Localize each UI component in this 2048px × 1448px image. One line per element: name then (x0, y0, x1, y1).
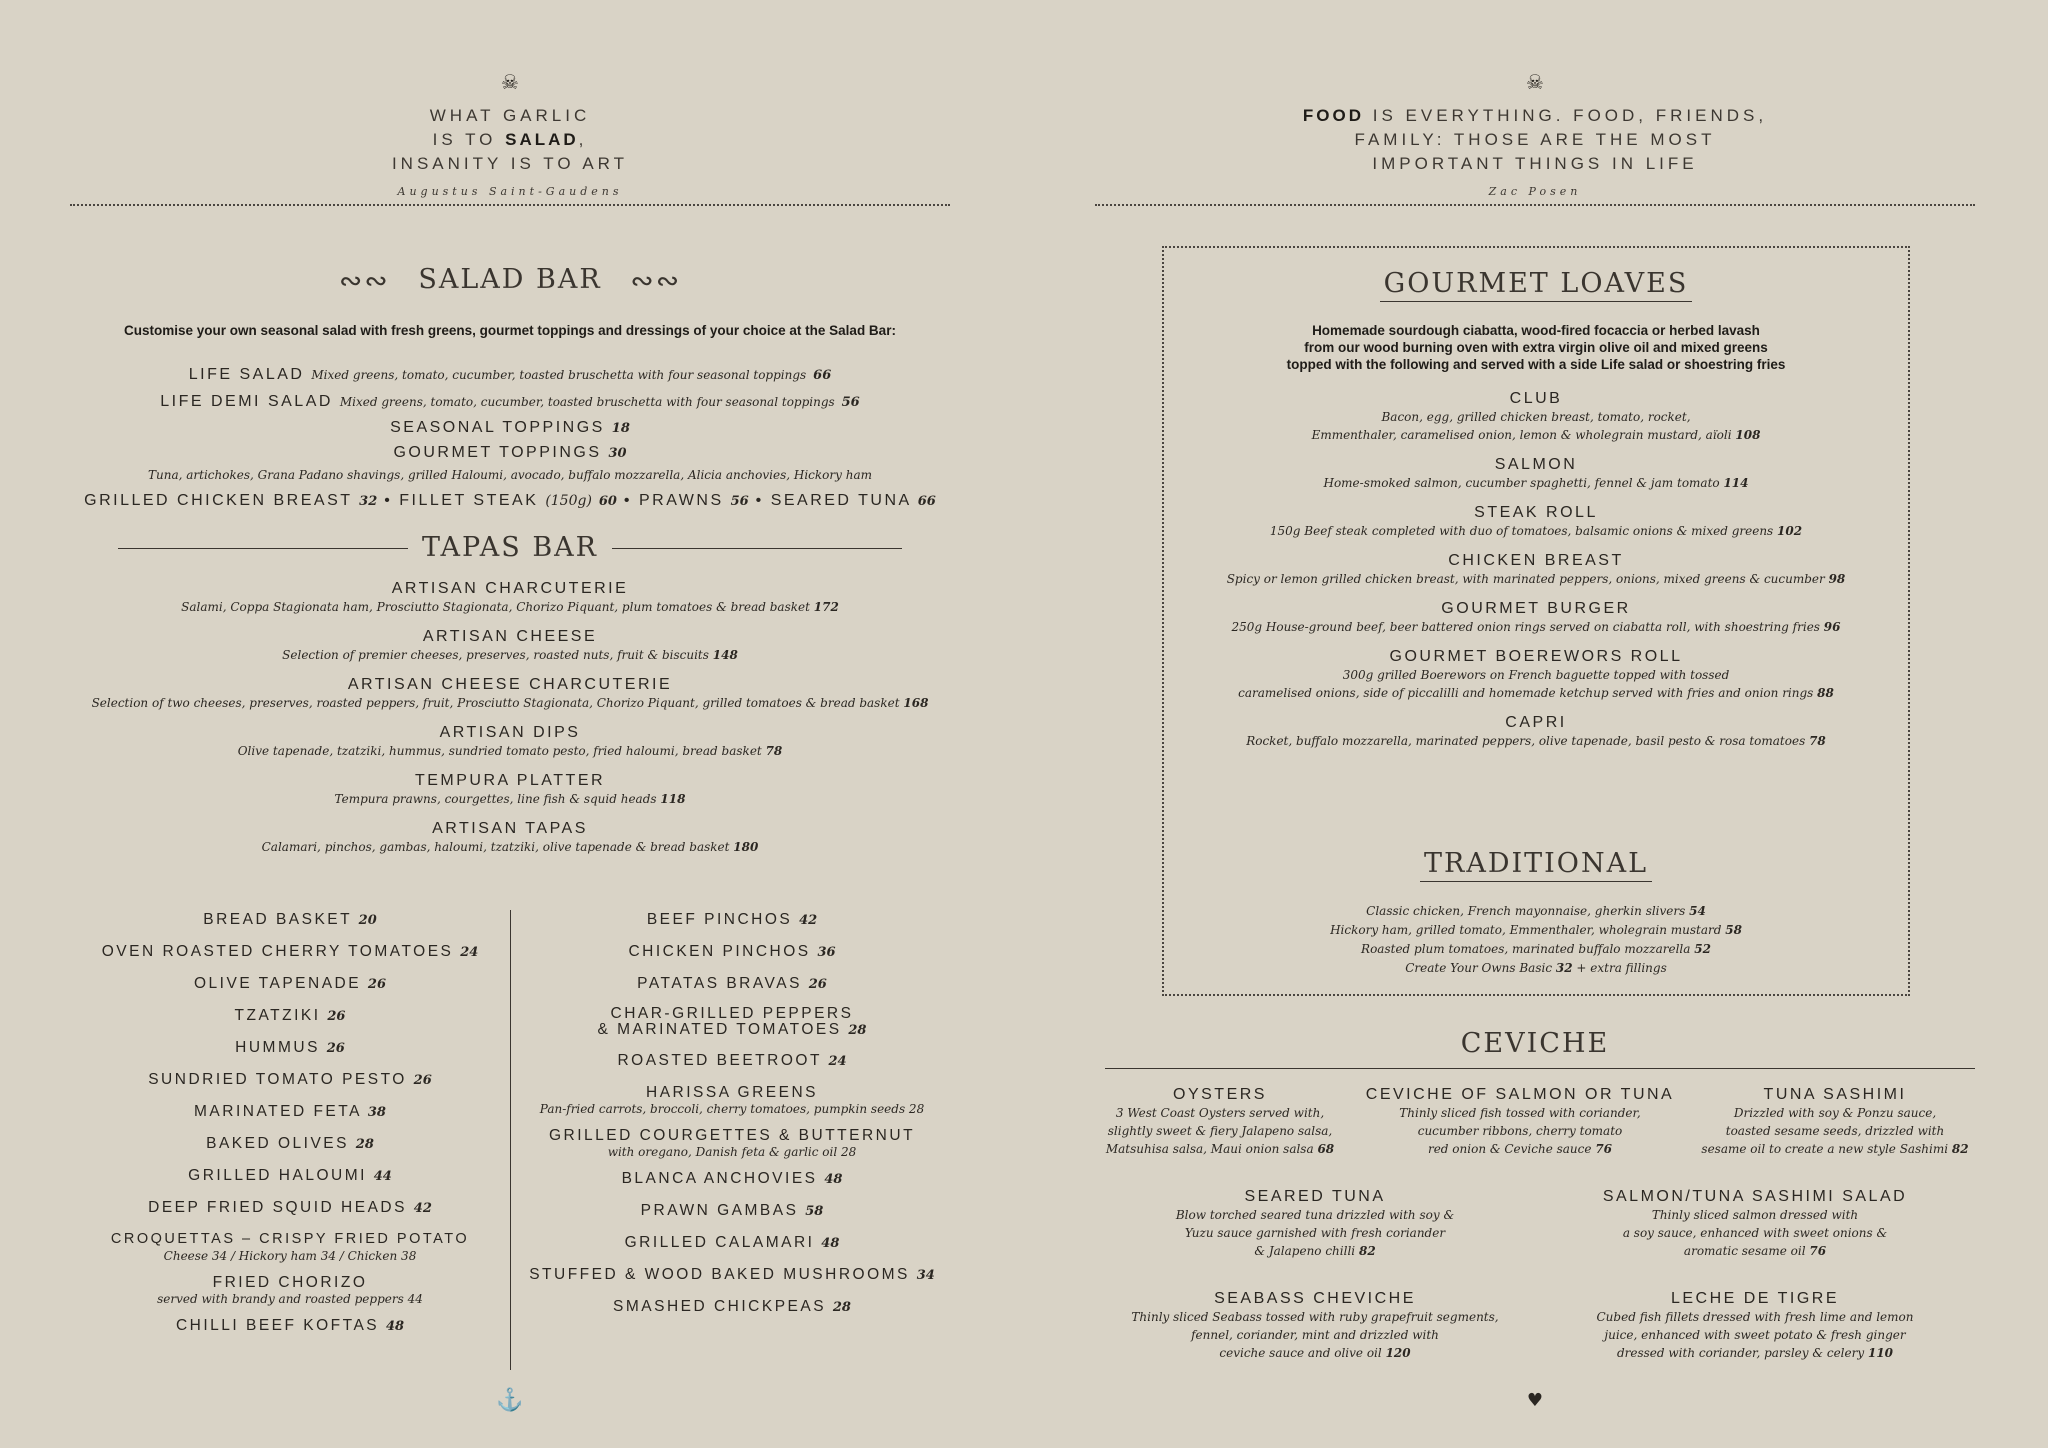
tapas-small-item: STUFFED & WOOD BAKED MUSHROOMS 34 (529, 1266, 935, 1283)
tapas-small-item: ROASTED BEETROOT 24 (617, 1052, 847, 1069)
tapas-small-item: MARINATED FETA 38 (194, 1103, 386, 1120)
loaves-list (1164, 390, 1908, 762)
tapas-bar-heading (118, 532, 902, 564)
tapas-small-item: PATATAS BRAVAS 26 (637, 975, 827, 992)
tapas-small-item: DEEP FRIED SQUID HEADS 42 (148, 1199, 432, 1216)
tapas-item: ARTISAN DIPS Olive tapenade, tzatziki, hummus, sundried tomato pesto, fried haloumi, bread basket 78 (237, 724, 783, 758)
traditional-heading (1164, 848, 1908, 882)
ceviche-item: SEABASS CHEVICHE Thinly sliced Seabass tossed with ruby grapefruit segments, fennel, coriander, mint and drizzled with ceviche sauce and olive oil 120 (1131, 1290, 1499, 1360)
tapas-small-item: CHAR-GRILLED PEPPERS & MARINATED TOMATOES 28 (597, 1005, 867, 1038)
traditional-item: Roasted plum tomatoes, marinated buffalo mozzarella 52 (1361, 942, 1711, 956)
tapas-small-item: FRIED CHORIZO served with brandy and roasted peppers 44 (157, 1274, 423, 1306)
salad-item: SEASONAL TOPPINGS 18 (390, 419, 630, 436)
gourmet-toppings-desc: Tuna, artichokes, Grana Padano shavings, grilled Haloumi, avocado, buffalo mozzarella, Alicia anchovies, Hickory ham (148, 468, 872, 482)
tapas-item: ARTISAN CHEESE CHARCUTERIE Selection of two cheeses, preserves, roasted peppers, fruit, Prosciutto Stagionata, Chorizo Piquant, grilled tomatoes & bread basket 168 (91, 676, 929, 710)
tapas-small-item: CHICKEN PINCHOS 36 (628, 943, 836, 960)
tapas-small-item: SUNDRIED TOMATO PESTO 26 (148, 1071, 432, 1088)
ceviche-item: OYSTERS 3 West Coast Oysters served with, slightly sweet & fiery Jalapeno salsa, Matsuhisa salsa, Maui onion salsa 68 (1105, 1086, 1335, 1156)
quote-line-1: FOOD IS EVERYTHING. FOOD, FRIENDS, (1302, 106, 1768, 125)
ceviche-row-3 (1095, 1290, 1975, 1362)
tapas-small-item: GRILLED CALAMARI 48 (624, 1234, 840, 1251)
quote-author: Zac Posen (1488, 185, 1582, 198)
traditional-item: Classic chicken, French mayonnaise, gherkin slivers 54 (1366, 904, 1706, 918)
quote-author: Augustus Saint-Gaudens (397, 185, 623, 198)
left-quote (70, 104, 950, 204)
divider-dotted (1095, 204, 1975, 206)
quote-line-2: IS TO SALAD, (432, 130, 588, 149)
tapas-small-item: CHILLI BEEF KOFTAS 48 (175, 1317, 405, 1334)
tapas-small-item: BAKED OLIVES 28 (206, 1135, 374, 1152)
rule-left (118, 548, 408, 549)
ceviche-item: LECHE DE TIGRE Cubed fish fillets dressed with fresh lime and lemon juice, enhanced with sweet potato & fresh ginger dressed with coriander, parsley & celery 110 (1596, 1290, 1914, 1360)
tapas-column-2 (512, 910, 952, 1317)
tapas-small-item: GRILLED HALOUMI 44 (188, 1167, 392, 1184)
traditional-item: Hickory ham, grilled tomato, Emmenthaler, wholegrain mustard 58 (1330, 923, 1742, 937)
tapas-item: ARTISAN TAPAS Calamari, pinchos, gambas, haloumi, tzatziki, olive tapenade & bread basket 180 (261, 820, 759, 854)
divider-dotted (70, 204, 950, 206)
salad-extras: GRILLED CHICKEN BREAST 32 • FILLET STEAK (150g) 60 • PRAWNS 56 • SEARED TUNA 66 (84, 492, 936, 509)
ceviche-item: SALMON/TUNA SASHIMI SALAD Thinly sliced salmon dressed with a soy sauce, enhanced with sweet onions & aromatic sesame oil 76 (1602, 1188, 1908, 1258)
tapas-small-item: OVEN ROASTED CHERRY TOMATOES 24 (101, 943, 479, 960)
quote-line-2: FAMILY: THOSE ARE THE MOST (1354, 130, 1716, 149)
swash-left-icon: ∾∾ (338, 264, 390, 297)
tapas-small-item: BREAD BASKET 20 (203, 911, 377, 928)
ceviche-rule (1105, 1068, 1975, 1069)
loaf-item: CAPRI Rocket, buffalo mozzarella, marinated peppers, olive tapenade, basil pesto & rosa tomatoes 78 (1246, 714, 1826, 748)
swash-right-icon: ∾∾ (630, 264, 682, 297)
salad-item: LIFE SALAD Mixed greens, tomato, cucumber, toasted bruschetta with four seasonal toppings 66 (188, 366, 832, 383)
tapas-small-item: BEEF PINCHOS 42 (646, 911, 818, 928)
column-divider (510, 910, 511, 1370)
quote-line-3: INSANITY IS TO ART (391, 154, 629, 173)
gourmet-loaves-intro: Homemade sourdough ciabatta, wood-fired focaccia or herbed lavash from our wood burning oven with extra virgin olive oil and mixed greens topped with the following and served with a side Life salad or shoestring fries (1286, 323, 1786, 372)
loaf-item: GOURMET BOEREWORS ROLL 300g grilled Boerewors on French baguette topped with tossed caramelised onions, side of piccalilli and homemade ketchup served with fries and onion rings 88 (1238, 648, 1834, 700)
ceviche-item: TUNA SASHIMI Drizzled with soy & Ponzu sauce, toasted sesame seeds, drizzled with sesame oil to create a new style Sashimi 82 (1701, 1086, 1969, 1156)
salad-item: GOURMET TOPPINGS 30 (393, 444, 627, 461)
ceviche-item: SEARED TUNA Blow torched seared tuna drizzled with soy & Yuzu sauce garnished with fresh coriander & Jalapeno chilli 82 (1175, 1188, 1455, 1258)
tapas-small-item: HUMMUS 26 (235, 1039, 345, 1056)
traditional-title: TRADITIONAL (1420, 848, 1652, 882)
salad-bar-intro: Customise your own seasonal salad with fresh greens, gourmet toppings and dressings of your choice at the Salad Bar: (124, 323, 896, 338)
tapas-item: TEMPURA PLATTER Tempura prawns, courgettes, line fish & squid heads 118 (334, 772, 686, 806)
skull-icon: ☠ (1526, 70, 1544, 94)
tapas-small-item: BLANCA ANCHOVIES 48 (621, 1170, 843, 1187)
tapas-column-1 (70, 910, 510, 1336)
loaf-item: CHICKEN BREAST Spicy or lemon grilled chicken breast, with marinated peppers, onions, mixed greens & cucumber 98 (1226, 552, 1846, 586)
gourmet-loaves-title: GOURMET LOAVES (1380, 268, 1693, 302)
rule-right (612, 548, 902, 549)
ceviche-title: CEVICHE (1460, 1028, 1610, 1059)
gourmet-loaves-heading (1164, 268, 1908, 302)
tapas-item: ARTISAN CHEESE Selection of premier cheeses, preserves, roasted nuts, fruit & biscuits 148 (282, 628, 738, 662)
salad-item: LIFE DEMI SALAD Mixed greens, tomato, cucumber, toasted bruschetta with four seasonal toppings 56 (160, 393, 860, 410)
salad-bar-title: SALAD BAR (418, 264, 602, 295)
tapas-small-item: HARISSA GREENS Pan-fried carrots, broccoli, cherry tomatoes, pumpkin seeds 28 (539, 1084, 925, 1116)
tapas-bar-title: TAPAS BAR (422, 532, 598, 563)
tapas-small-item: TZATZIKI 26 (234, 1007, 346, 1024)
heart-icon: ♥ (1526, 1390, 1544, 1411)
loaf-item: STEAK ROLL 150g Beef steak completed with duo of tomatoes, balsamic onions & mixed greens 102 (1269, 504, 1803, 538)
tapas-main-items (70, 580, 950, 868)
traditional-list (1164, 902, 1908, 978)
tapas-small-item: GRILLED COURGETTES & BUTTERNUT with oregano, Danish feta & garlic oil 28 (548, 1127, 916, 1159)
tapas-small-item: PRAWN GAMBAS 58 (640, 1202, 824, 1219)
quote-line-1: WHAT GARLIC (429, 106, 591, 125)
tapas-item: ARTISAN CHARCUTERIE Salami, Coppa Stagionata ham, Prosciutto Stagionata, Chorizo Piquant, plum tomatoes & bread basket 172 (181, 580, 839, 614)
right-quote (1095, 104, 1975, 204)
loaves-box (1162, 246, 1910, 996)
loaf-item: SALMON Home-smoked salmon, cucumber spaghetti, fennel & jam tomato 114 (1323, 456, 1749, 490)
salad-bar-heading (70, 264, 950, 297)
loaf-item: CLUB Bacon, egg, grilled chicken breast, tomato, rocket, Emmenthaler, caramelised onion, lemon & wholegrain mustard, aïoli 108 (1311, 390, 1761, 442)
ceviche-row-1 (1095, 1086, 1975, 1158)
ceviche-row-2 (1095, 1188, 1975, 1260)
quote-line-3: IMPORTANT THINGS IN LIFE (1372, 154, 1698, 173)
tapas-small-item: SMASHED CHICKPEAS 28 (613, 1298, 851, 1315)
ceviche-item: CEVICHE OF SALMON OR TUNA Thinly sliced fish tossed with coriander, cucumber ribbons, cherry tomato red onion & Ceviche sauce 76 (1365, 1086, 1675, 1156)
salad-bar-items (70, 362, 950, 517)
traditional-item: Create Your Owns Basic 32 + extra fillings (1405, 961, 1667, 975)
tapas-small-item: OLIVE TAPENADE 26 (194, 975, 386, 992)
skull-icon: ☠ (501, 70, 519, 94)
anchor-icon: ⚓ (496, 1388, 524, 1413)
right-page (1095, 0, 1975, 1448)
loaf-item: GOURMET BURGER 250g House-ground beef, beer battered onion rings served on ciabatta roll, with shoestring fries 96 (1231, 600, 1841, 634)
left-page (70, 0, 950, 1448)
tapas-small-item: CROQUETTAS – CRISPY FRIED POTATO Cheese 34 / Hickory ham 34 / Chicken 38 (110, 1231, 470, 1263)
